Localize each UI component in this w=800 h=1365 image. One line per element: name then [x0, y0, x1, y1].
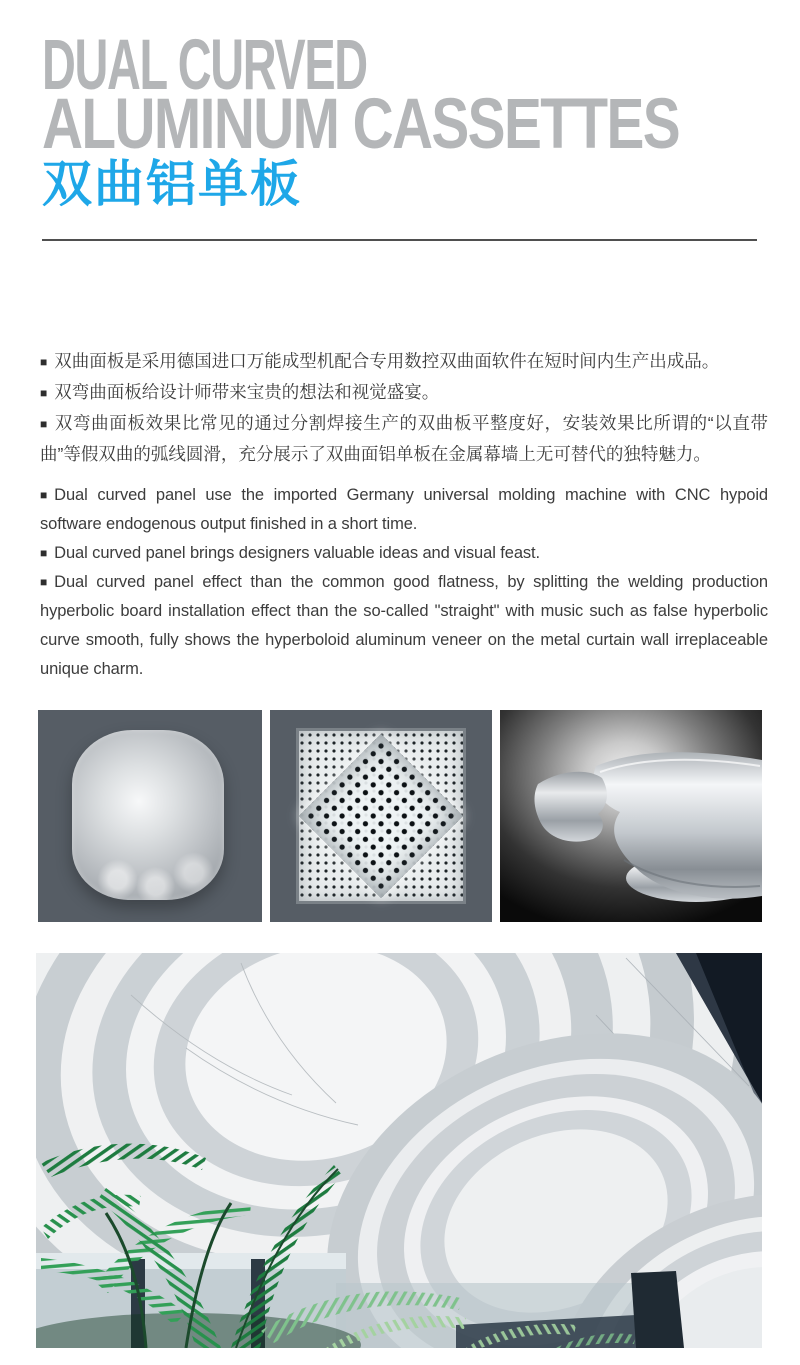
ceiling-installation-photo: [36, 953, 762, 1348]
en-bullet-1-text: Dual curved panel use the imported Germany universal molding machine with CNC hypoid software endogenous output finished in a short time.: [40, 486, 768, 533]
page-title-cn: 双曲铝单板: [42, 156, 302, 212]
en-bullet-3: [40, 568, 768, 684]
page-title-en-line2: ALUMINUM CASSETTES: [42, 85, 680, 164]
cn-bullet-3-text: 双弯曲面板效果比常见的通过分割焊接生产的双曲板平整度好，安装效果比所谓的“以直带曲”等假双曲的弧线圆滑，充分展示了双曲面铝单板在金属幕墙上无可替代的独特魅力。: [40, 413, 768, 464]
curved-component-art: [500, 710, 762, 922]
en-bullet-1: [40, 481, 768, 539]
square-bullet-icon: ■: [40, 386, 48, 400]
en-bullet-2: [40, 539, 768, 568]
product-image-perforated-panel: [270, 710, 492, 922]
square-bullet-icon: ■: [40, 417, 48, 431]
cn-bullet-2-text: 双弯曲面板给设计师带来宝贵的想法和视觉盛宴。: [54, 382, 440, 402]
ceiling-photo-art: [36, 953, 762, 1348]
perforated-panel-shape: [296, 728, 466, 904]
cn-bullet-1: [40, 346, 768, 377]
intro-paragraphs-chinese: [40, 346, 768, 469]
cn-bullet-2: [40, 377, 768, 408]
en-bullet-2-text: Dual curved panel brings designers valuable ideas and visual feast.: [54, 544, 541, 562]
en-bullet-3-text: Dual curved panel effect than the common good flatness, by splitting the welding production hyperbolic board installation effect than the so-called "straight" with music such as false hyperbolic curve smooth, fully shows the hyperboloid aluminum veneer on the metal curtain wall irreplaceable unique charm.: [40, 573, 768, 678]
cn-bullet-1-text: 双曲面板是采用德国进口万能成型机配合专用数控双曲面软件在短时间内生产出成品。: [54, 351, 720, 371]
product-image-pillow-panel: [38, 710, 262, 922]
pillow-panel-shape: [72, 730, 224, 900]
square-bullet-icon: ■: [40, 488, 48, 502]
product-image-curved-component: [500, 710, 762, 922]
header-divider: [42, 239, 757, 241]
title-block: [42, 26, 800, 212]
square-bullet-icon: ■: [40, 546, 48, 560]
square-bullet-icon: ■: [40, 575, 48, 589]
cn-bullet-3: [40, 408, 768, 469]
diamond-bulge-shape: [299, 734, 463, 898]
page-title-en-line1: DUAL CURVED: [42, 26, 367, 105]
product-image-row: [38, 710, 762, 922]
square-bullet-icon: ■: [40, 355, 48, 369]
intro-paragraphs-english: [40, 481, 768, 684]
